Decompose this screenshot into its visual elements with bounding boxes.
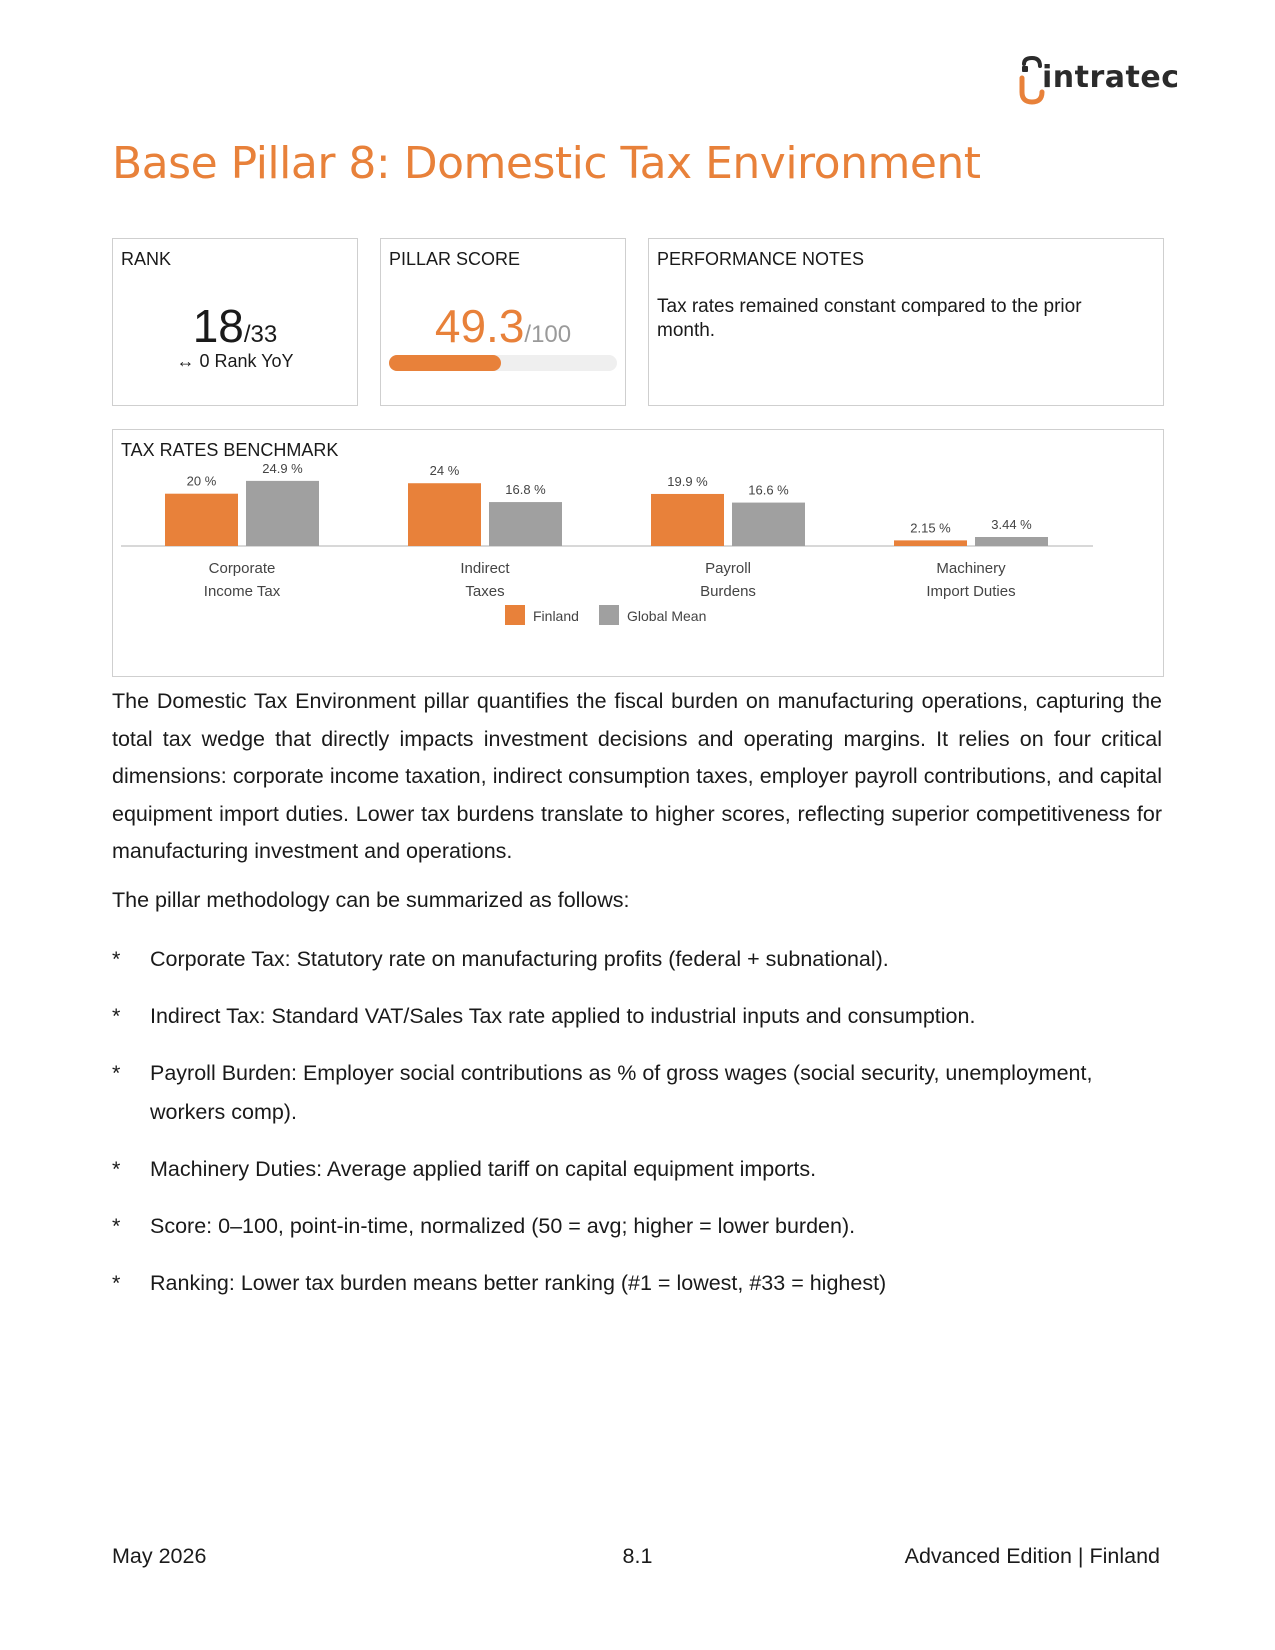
category-label: Corporate: [208, 560, 276, 577]
bullet-text: Corporate Tax: Statutory rate on manufacturing profits (federal + subnational).: [150, 947, 889, 971]
score-value: [381, 299, 625, 353]
bullet-marker: *: [112, 947, 121, 971]
category-label: Taxes: [465, 583, 505, 600]
category-label: Machinery: [936, 560, 1006, 577]
score-label: PILLAR SCORE: [389, 249, 521, 269]
category-label: Payroll: [705, 560, 751, 577]
bar-data-label: 2.15 %: [910, 520, 951, 536]
methodology-intro: The pillar methodology can be summarized as follows:: [112, 888, 630, 912]
bullet-marker: *: [112, 1061, 121, 1085]
bullet-text: Score: 0–100, point-in-time, normalized (50 = avg; higher = lower burden).: [150, 1214, 856, 1238]
footer-date: May 2026: [112, 1544, 207, 1568]
notes-text: Tax rates remained constant compared to the prior month.: [657, 296, 1082, 341]
list-item: [112, 1207, 1162, 1246]
bar-global-mean: [975, 537, 1048, 546]
bar-global-mean: [246, 481, 319, 546]
bar-global-mean: [489, 502, 562, 546]
tax-rates-chart: [112, 429, 1164, 677]
footer-page-number: 8.1: [622, 1544, 653, 1568]
legend-swatch: [505, 605, 525, 625]
list-item: [112, 1054, 1162, 1132]
bar-finland: [651, 494, 724, 546]
rank-yoy: ↔ 0 Rank YoY: [176, 351, 294, 371]
chart-title: TAX RATES BENCHMARK: [121, 440, 339, 460]
bullet-marker: *: [112, 1157, 121, 1181]
chart-canvas: [113, 430, 1165, 678]
bar-data-label: 16.8 %: [505, 482, 546, 498]
category-label: Income Tax: [203, 583, 281, 600]
bar-global-mean: [732, 503, 805, 546]
score-progress-track: [389, 355, 617, 371]
list-item: [112, 997, 1162, 1036]
legend-label: Finland: [533, 608, 579, 624]
rank-label: RANK: [121, 249, 172, 269]
category-label: Import Duties: [926, 583, 1016, 600]
bullet-marker: *: [112, 1214, 121, 1238]
bar-finland: [408, 483, 481, 546]
score-number: 49.3: [434, 300, 525, 352]
rank-value: [113, 299, 357, 353]
bullet-text: Payroll Burden: Employer social contributions as % of gross wages (social security, unemployment, workers comp).: [150, 1061, 1093, 1124]
description-paragraph: The Domestic Tax Environment pillar quantifies the fiscal burden on manufacturing operations, capturing the total tax wedge that directly impacts investment decisions and operating margins. It relies on four critical dimensions: corporate income taxation, indirect consumption taxes, employer payroll contributions, and capital equipment import duties. Lower tax burdens translate to higher scores, reflecting superior competitiveness for manufacturing investment and operations.: [112, 689, 1162, 863]
list-item: [112, 1264, 1162, 1303]
bullet-marker: *: [112, 1271, 121, 1295]
category-label: Indirect: [460, 560, 510, 577]
bullet-text: Ranking: Lower tax burden means better ranking (#1 = lowest, #33 = highest): [150, 1271, 887, 1295]
rank-total: /33: [243, 321, 278, 348]
bar-data-label: 3.44 %: [991, 517, 1032, 533]
list-item: [112, 940, 1162, 979]
bullet-text: Indirect Tax: Standard VAT/Sales Tax rate applied to industrial inputs and consumption.: [150, 1004, 976, 1028]
bar-data-label: 24.9 %: [262, 460, 303, 476]
pillar-score-card: [380, 238, 626, 406]
bullet-marker: *: [112, 1004, 121, 1028]
bar-finland: [894, 540, 967, 546]
notes-label: PERFORMANCE NOTES: [657, 249, 865, 269]
bar-data-label: 16.6 %: [748, 482, 789, 498]
score-max: /100: [524, 321, 572, 348]
bar-data-label: 24 %: [429, 463, 460, 479]
rank-card: [112, 238, 358, 406]
footer-edition: Advanced Edition | Finland: [904, 1544, 1160, 1568]
legend-swatch: [599, 605, 619, 625]
bar-finland: [165, 494, 238, 546]
bar-data-label: 20 %: [186, 473, 217, 489]
list-item: [112, 1150, 1162, 1189]
bar-data-label: 19.9 %: [667, 473, 708, 489]
page-title: Base Pillar 8: Domestic Tax Environment: [112, 138, 981, 189]
rank-number: 18: [192, 300, 244, 352]
score-progress-fill: [389, 355, 501, 371]
methodology-list: [112, 940, 1162, 1321]
logo-text: intratec: [1042, 60, 1180, 95]
legend-label: Global Mean: [627, 608, 707, 624]
category-label: Burdens: [700, 583, 756, 600]
performance-notes-card: [648, 238, 1164, 406]
bullet-text: Machinery Duties: Average applied tariff on capital equipment imports.: [150, 1157, 817, 1181]
intratec-logo: [1018, 56, 1180, 116]
